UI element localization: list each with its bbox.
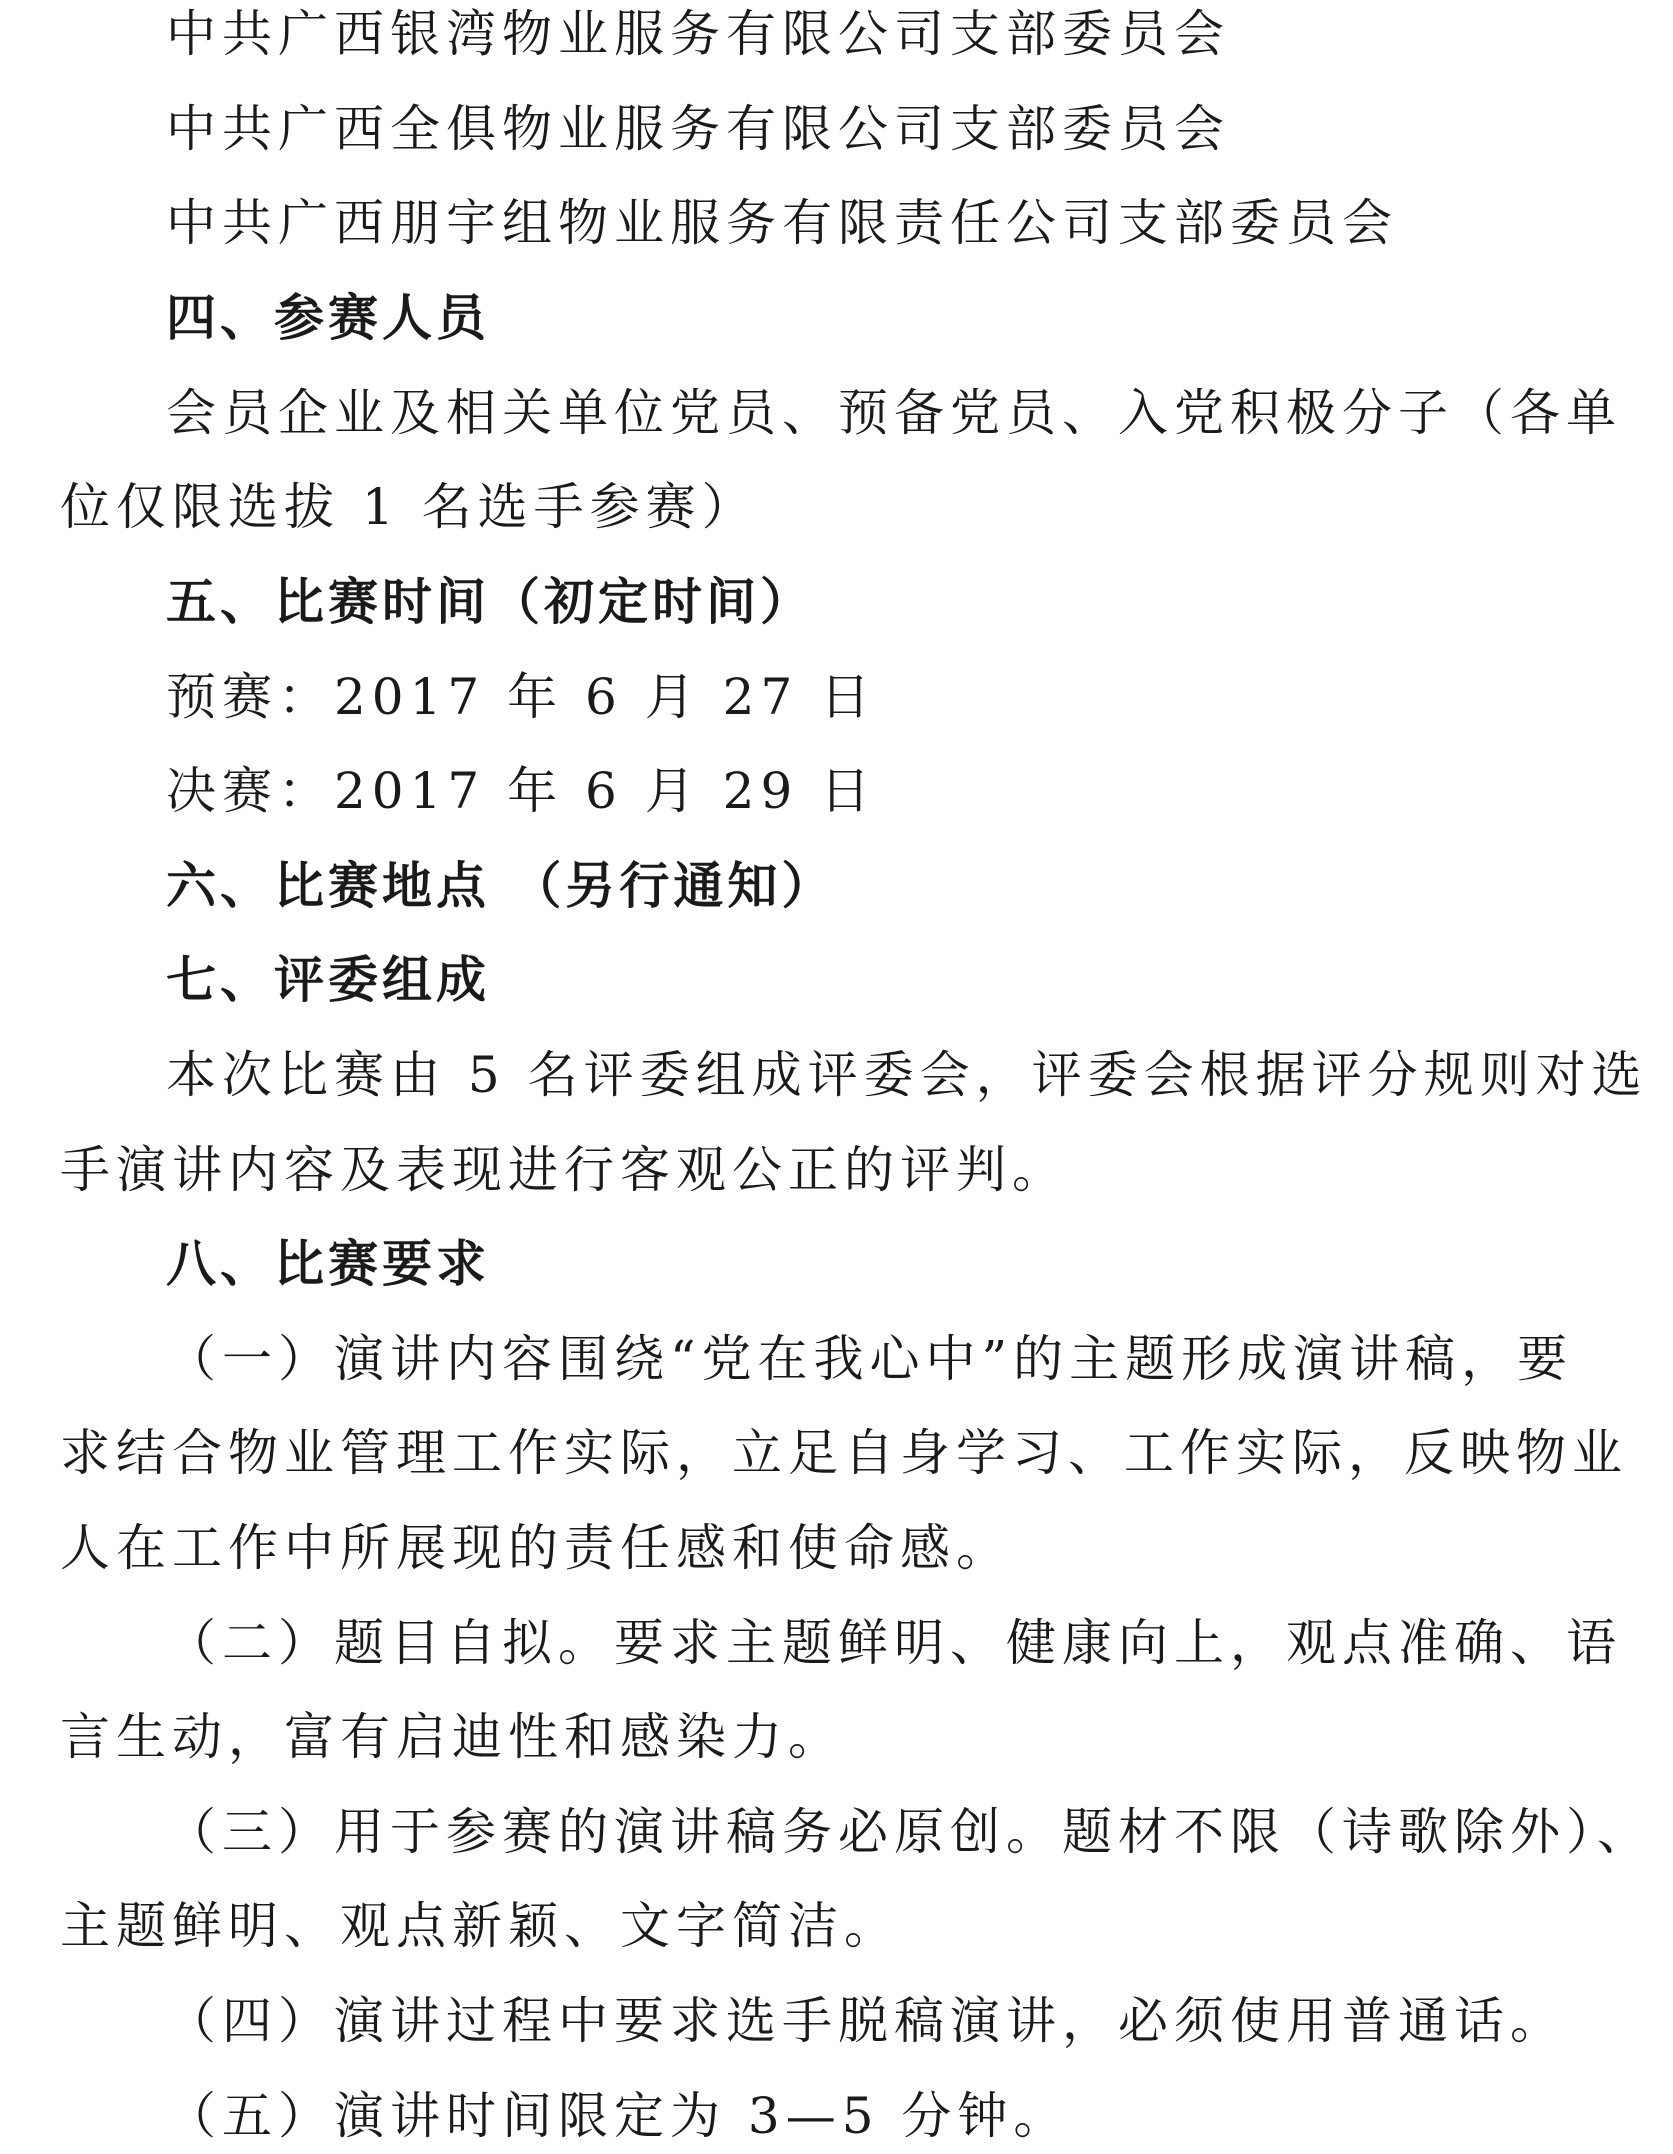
section8-item3-line2: 主题鲜明、观点新颖、文字简洁。 [60, 1897, 900, 1955]
section5-heading: 五、比赛时间（初定时间） [166, 573, 814, 631]
section7-body-line1: 本次比赛由 5 名评委组成评委会，评委会根据评分规则对选 [166, 1046, 1648, 1104]
section5-prelim: 预赛：2017 年 6 月 27 日 [166, 668, 877, 726]
section8-item2-line1: （二）题目自拟。要求主题鲜明、健康向上，观点准确、语 [166, 1614, 1622, 1672]
section8-item1-line3: 人在工作中所展现的责任感和使命感。 [60, 1519, 1012, 1577]
section4-heading: 四、参赛人员 [166, 289, 490, 347]
section5-final: 决赛：2017 年 6 月 29 日 [166, 762, 877, 820]
section8-item1-line2: 求结合物业管理工作实际，立足自身学习、工作实际，反映物业 [60, 1424, 1628, 1482]
section7-body-line2: 手演讲内容及表现进行客观公正的评判。 [60, 1141, 1068, 1199]
section8-item3-line1: （三）用于参赛的演讲稿务必原创。题材不限（诗歌除外）、 [166, 1803, 1653, 1861]
section8-heading: 八、比赛要求 [166, 1235, 490, 1293]
org-line-2: 中共广西全俱物业服务有限公司支部委员会 [166, 100, 1230, 158]
section8-item2-line2: 言生动，富有启迪性和感染力。 [60, 1708, 844, 1766]
section4-body-line1: 会员企业及相关单位党员、预备党员、入党积极分子（各单 [166, 384, 1622, 442]
section8-item4-line1: （四）演讲过程中要求选手脱稿演讲，必须使用普通话。 [166, 1992, 1566, 2050]
section4-body-line2: 位仅限选拔 1 名选手参赛） [60, 478, 758, 536]
section8-item5-line1: （五）演讲时间限定为 3—5 分钟。 [166, 2087, 1070, 2145]
section8-item1-line1: （一）演讲内容围绕“党在我心中”的主题形成演讲稿，要 [166, 1330, 1574, 1388]
org-line-1: 中共广西银湾物业服务有限公司支部委员会 [166, 5, 1230, 63]
section6-heading: 六、比赛地点 （另行通知） [166, 857, 836, 915]
section7-heading: 七、评委组成 [166, 951, 490, 1009]
org-line-3: 中共广西朋宇组物业服务有限责任公司支部委员会 [166, 194, 1398, 252]
